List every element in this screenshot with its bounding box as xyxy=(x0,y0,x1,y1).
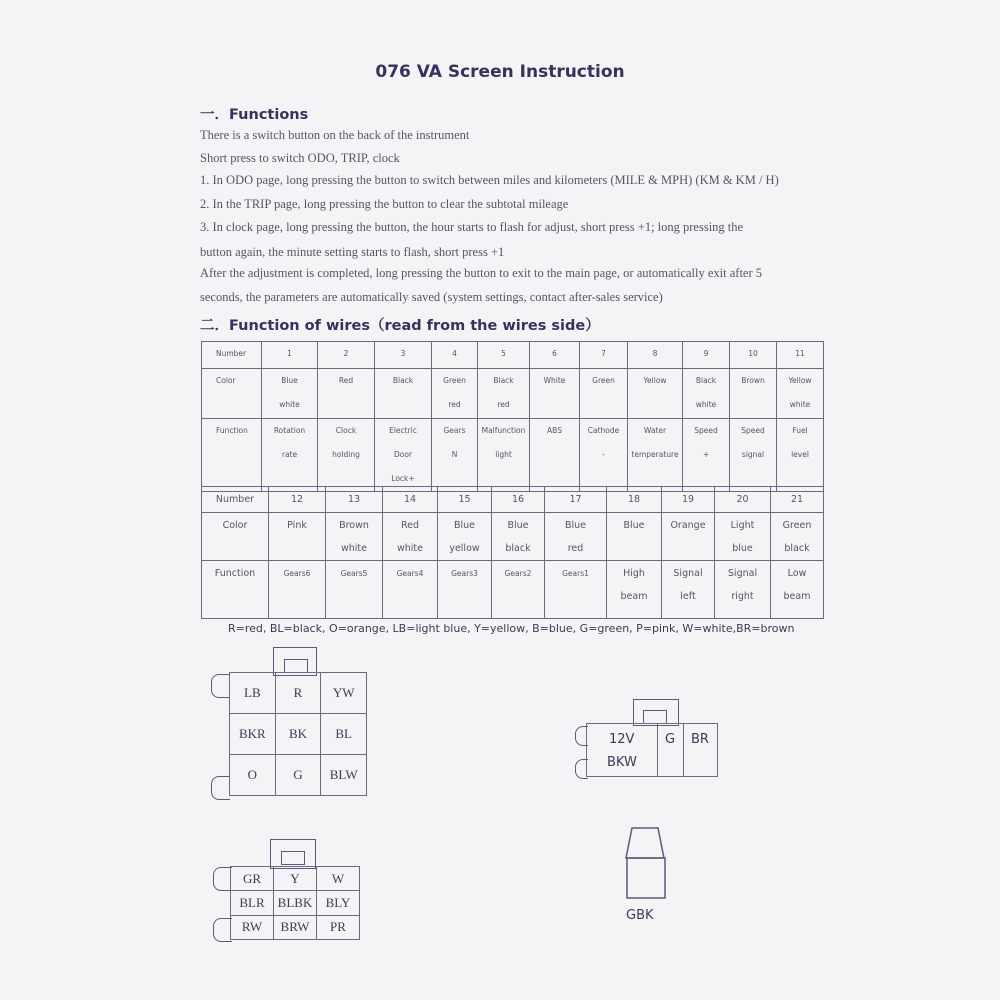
pin-divider xyxy=(683,724,684,776)
connector-a xyxy=(229,672,367,796)
wire-number: 1 xyxy=(262,342,318,369)
wire-function-line: Lock+ xyxy=(391,474,415,483)
pin-label: O xyxy=(230,755,276,796)
pin-label: BLR xyxy=(231,891,274,915)
wire-function-line: Clock xyxy=(335,426,357,435)
wire-function-line: signal xyxy=(741,450,765,459)
wire-function-line: Signal xyxy=(727,568,758,579)
wire-number: 8 xyxy=(628,342,683,369)
wire-color-line: Orange xyxy=(670,520,706,531)
wire-function xyxy=(432,419,478,492)
wire-color xyxy=(492,513,545,561)
wire-color-line: White xyxy=(543,376,566,385)
wire-number: 12 xyxy=(269,487,326,513)
wire-function xyxy=(318,419,375,492)
wire-function xyxy=(777,419,824,492)
wire-color xyxy=(730,369,777,419)
wire-function-line: left xyxy=(680,591,696,602)
instruction-line: 3. In clock page, long pressing the button, the hour starts to flash for adjust, short press +1; long pressing the xyxy=(200,220,744,234)
wire-function-line: Door xyxy=(393,450,413,459)
instruction-line: There is a switch button on the back of the instrument xyxy=(200,128,470,142)
wire-function-line: Malfunction xyxy=(481,426,526,435)
wire-color xyxy=(715,513,771,561)
wire-function-line: Speed xyxy=(741,426,765,435)
wire-color xyxy=(438,513,492,561)
wire-function-line: Gears xyxy=(443,426,466,435)
pin-label: PR xyxy=(317,915,360,939)
wire-number: 21 xyxy=(771,487,824,513)
pin-divider xyxy=(657,724,658,776)
wire-function-line: light xyxy=(495,450,512,459)
wire-function xyxy=(545,561,607,619)
wire-function-line: + xyxy=(702,450,710,459)
function-label: Function xyxy=(202,561,269,619)
wire-color-line: white xyxy=(695,400,717,409)
pin-label: BLW xyxy=(321,755,367,796)
function-label: Function xyxy=(202,419,262,492)
wire-color xyxy=(545,513,607,561)
wire-color xyxy=(432,369,478,419)
wire-color-line: Blue xyxy=(507,520,529,531)
wire-color-line: red xyxy=(497,400,510,409)
wire-function-line: beam xyxy=(783,591,811,602)
wire-function-line: Gears6 xyxy=(283,569,311,578)
wire-number: 10 xyxy=(730,342,777,369)
wire-function xyxy=(326,561,383,619)
wire-color xyxy=(318,369,375,419)
pin-label: Y xyxy=(274,867,317,891)
wire-color xyxy=(683,369,730,419)
wire-function-line: temperature xyxy=(631,450,679,459)
pin-label: G xyxy=(275,755,321,796)
wire-color xyxy=(478,369,530,419)
wire-color-line: Blue xyxy=(453,520,476,531)
wire-function-line: Electric xyxy=(389,426,417,435)
wire-function xyxy=(438,561,492,619)
wire-number: 4 xyxy=(432,342,478,369)
number-label: Number xyxy=(202,487,269,513)
wire-color-line: red xyxy=(567,543,584,554)
pin-label: BLY xyxy=(317,891,360,915)
wire-function xyxy=(375,419,432,492)
wire-function xyxy=(492,561,545,619)
wire-function-line: Gears4 xyxy=(396,569,424,578)
connector-latch-slot xyxy=(284,659,308,673)
wire-color xyxy=(375,369,432,419)
wire-color-line: Yellow xyxy=(643,376,667,385)
wire-color-line: Yellow xyxy=(788,376,812,385)
wire-function-line: ABS xyxy=(547,426,562,435)
wire-color-line: red xyxy=(448,400,461,409)
wire-color-line: Brown xyxy=(339,520,369,531)
connector-latch-slot xyxy=(281,851,305,865)
instruction-line: 1. In ODO page, long pressing the button to switch between miles and kilometers (MILE & MPH) (KM & KM / H) xyxy=(200,173,779,187)
wire-function-line: - xyxy=(602,450,605,459)
wire-color xyxy=(530,369,580,419)
wire-number: 20 xyxy=(715,487,771,513)
wire-number: 14 xyxy=(383,487,438,513)
wire-color-line: Green xyxy=(443,376,466,385)
pin-label: W xyxy=(317,867,360,891)
pin-label: BK xyxy=(275,714,321,755)
wire-function xyxy=(662,561,715,619)
wire-function-line: Gears3 xyxy=(451,569,478,578)
pin-label: GBK xyxy=(626,908,654,923)
wire-number: 6 xyxy=(530,342,580,369)
wire-color-line: white xyxy=(341,543,367,554)
wire-color-line: white xyxy=(789,400,811,409)
wire-number: 9 xyxy=(683,342,730,369)
wire-color xyxy=(383,513,438,561)
page-title: 076 VA Screen Instruction xyxy=(375,62,625,82)
color-legend: R=red, BL=black, O=orange, LB=light blue, Y=yellow, B=blue, G=green, P=pink, W=white,BR=brown xyxy=(228,622,795,635)
wire-color xyxy=(662,513,715,561)
wire-function-line: Cathode xyxy=(587,426,620,435)
wire-color-line: white xyxy=(397,543,423,554)
wire-function-line: Gears2 xyxy=(504,569,532,578)
pin-label: G xyxy=(665,732,676,747)
wire-function-line: High xyxy=(623,568,645,579)
instruction-line: 2. In the TRIP page, long pressing the button to clear the subtotal mileage xyxy=(200,197,569,211)
wire-function xyxy=(730,419,777,492)
connector-clip xyxy=(211,776,230,800)
wire-function-line: Rotation xyxy=(273,426,306,435)
wire-color-line: Green xyxy=(592,376,615,385)
wire-function-line: Gears1 xyxy=(562,569,589,578)
wire-function-line: Low xyxy=(787,568,807,579)
connector-b xyxy=(586,723,718,777)
wire-color-line: blue xyxy=(732,543,753,554)
wire-number: 13 xyxy=(326,487,383,513)
wire-number: 16 xyxy=(492,487,545,513)
wire-color-line: Blue xyxy=(281,376,298,385)
pin-label: R xyxy=(275,673,321,714)
wire-function-line: Signal xyxy=(673,568,703,579)
wire-color xyxy=(326,513,383,561)
wire-number: 5 xyxy=(478,342,530,369)
connector-d-icon xyxy=(620,826,672,902)
wire-number: 11 xyxy=(777,342,824,369)
wire-color xyxy=(580,369,628,419)
wire-function-line: level xyxy=(791,450,809,459)
pin-label: RW xyxy=(231,915,274,939)
wire-color-line: black xyxy=(784,543,810,554)
instruction-line: seconds, the parameters are automatically saved (system settings, contact after-sales service) xyxy=(200,290,663,304)
wire-color-line: Light xyxy=(730,520,755,531)
pin-label: BLBK xyxy=(274,891,317,915)
pin-label: BRW xyxy=(274,915,317,939)
wire-number: 3 xyxy=(375,342,432,369)
wire-function-line: right xyxy=(731,591,754,602)
instruction-line: After the adjustment is completed, long pressing the button to exit to the main page, or automatically exit after 5 xyxy=(200,266,763,280)
wire-number: 19 xyxy=(662,487,715,513)
wire-number: 15 xyxy=(438,487,492,513)
wire-number: 18 xyxy=(607,487,662,513)
pin-label: GR xyxy=(231,867,274,891)
wire-color-line: Red xyxy=(338,376,354,385)
instruction-line: button again, the minute setting starts to flash, short press +1 xyxy=(200,245,505,259)
wire-color-line: Brown xyxy=(741,376,765,385)
wire-color-line: Blue xyxy=(564,520,587,531)
wire-function xyxy=(607,561,662,619)
wire-color xyxy=(607,513,662,561)
wire-function xyxy=(771,561,824,619)
wire-table-2 xyxy=(201,486,824,619)
functions-heading: 一．Functions xyxy=(200,107,309,123)
wire-function xyxy=(269,561,326,619)
connector-latch-slot xyxy=(643,710,667,724)
pin-label: YW xyxy=(321,673,367,714)
wire-color-line: Green xyxy=(782,520,812,531)
wire-color-line: Black xyxy=(493,376,514,385)
connector-clip xyxy=(211,674,230,698)
wire-color-line: Black xyxy=(695,376,717,385)
wire-color-line: Red xyxy=(400,520,420,531)
wire-function xyxy=(683,419,730,492)
wire-function-line: Speed xyxy=(694,426,718,435)
wire-function xyxy=(262,419,318,492)
pin-label: BR xyxy=(691,732,709,747)
wire-color xyxy=(777,369,824,419)
wire-function-line: holding xyxy=(332,450,360,459)
wire-function xyxy=(383,561,438,619)
pin-label: 12V xyxy=(609,732,635,747)
wire-number: 2 xyxy=(318,342,375,369)
wire-function xyxy=(530,419,580,492)
wire-function xyxy=(580,419,628,492)
wire-number: 7 xyxy=(580,342,628,369)
wire-color-line: Pink xyxy=(287,520,307,531)
wire-function xyxy=(478,419,530,492)
wire-function xyxy=(715,561,771,619)
number-label: Number xyxy=(202,342,262,369)
wire-function-line: Water xyxy=(643,426,667,435)
wire-function-line: rate xyxy=(281,450,298,459)
wire-color-line: yellow xyxy=(449,543,480,554)
wire-color-line: Blue xyxy=(623,520,645,531)
wire-color xyxy=(771,513,824,561)
color-label: Color xyxy=(202,369,262,419)
wire-function-line: Fuel xyxy=(792,426,808,435)
connector-c xyxy=(230,866,360,940)
pin-label: BKR xyxy=(230,714,276,755)
pin-label: LB xyxy=(230,673,276,714)
instruction-line: Short press to switch ODO, TRIP, clock xyxy=(200,151,400,165)
wire-function-line: beam xyxy=(620,591,648,602)
pin-label: BKW xyxy=(607,755,637,770)
wire-color xyxy=(269,513,326,561)
wire-function-line: Gears5 xyxy=(340,569,368,578)
wire-table-1 xyxy=(201,341,824,492)
wire-function xyxy=(628,419,683,492)
color-label: Color xyxy=(202,513,269,561)
wire-color-line: white xyxy=(279,400,300,409)
wire-color xyxy=(628,369,683,419)
wires-heading: 二．Function of wires（read from the wires side） xyxy=(200,318,600,334)
wire-number: 17 xyxy=(545,487,607,513)
wire-function-line: N xyxy=(451,450,458,459)
wire-color xyxy=(262,369,318,419)
wire-color-line: black xyxy=(505,543,531,554)
wire-color-line: Black xyxy=(392,376,414,385)
pin-label: BL xyxy=(321,714,367,755)
